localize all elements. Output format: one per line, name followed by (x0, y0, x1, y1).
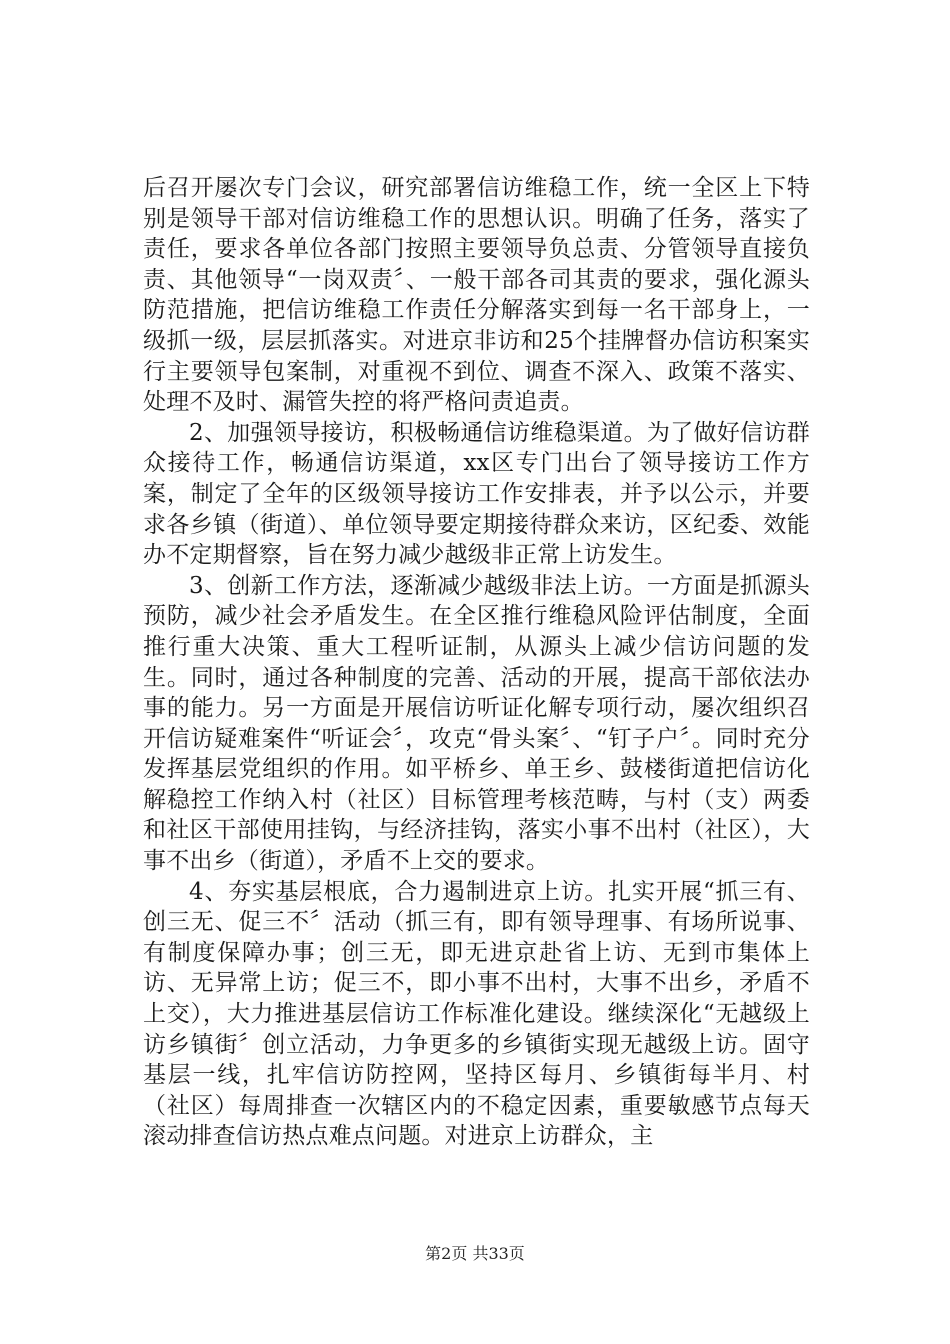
paragraph-2-leader-reception: 2、加强领导接访，积极畅通信访维稳渠道。为了做好信访群众接待工作，畅通信访渠道，xx区专门出台了领导接访工作方案，制定了全年的区级领导接访工作安排表，并予以公示，并要求各乡镇（街道）、单位领导要定期接待群众来访，区纪委、效能办不定期督察，旨在努力减少越级非正常上访发生。 (143, 419, 810, 569)
paragraph-4-grassroots: 4、夯实基层根底，合力遏制进京上访。扎实开展“抓三有、创三无、促三不〞活动（抓三有，即有领导理事、有场所说事、有制度保障办事；创三无，即无进京赴省上访、无到市集体上访、无异常上访；促三不，即小事不出村，大事不出乡，矛盾不上交），大力推进基层信访工作标准化建设。继续深化“无越级上访乡镇街〞创立活动，力争更多的乡镇街实现无越级上访。固守基层一线，扎牢信访防控网，坚持区每月、乡镇街每半月、村（社区）每周排查一次辖区内的不稳定因素，重要敏感节点每天滚动排查信访热点难点问题。对进京上访群众，主 (143, 878, 810, 1150)
document-body (143, 173, 810, 1152)
paragraph-1-continuation: 后召开屡次专门会议，研究部署信访维稳工作，统一全区上下特别是领导干部对信访维稳工作的思想认识。明确了任务，落实了责任，要求各单位各部门按照主要领导负总责、分管领导直接负责、其他领导“一岗双责〞、一般干部各司其责的要求，强化源头防范措施，把信访维稳工作责任分解落实到每一名干部身上，一级抓一级，层层抓落实。对进京非访和25个挂牌督办信访积案实行主要领导包案制，对重视不到位、调查不深入、政策不落实、处理不及时、漏管失控的将严格问责追责。 (143, 175, 810, 416)
paragraph-3-work-methods: 3、创新工作方法，逐渐减少越级非法上访。一方面是抓源头预防，减少社会矛盾发生。在全区推行维稳风险评估制度，全面推行重大决策、重大工程听证制，从源头上减少信访问题的发生。同时，通过各种制度的完善、活动的开展，提高干部依法办事的能力。另一方面是开展信访听证化解专项行动，屡次组织召开信访疑难案件“听证会〞，攻克“骨头案〞、“钉子户〞。同时充分发挥基层党组织的作用。如平桥乡、单王乡、鼓楼街道把信访化解稳控工作纳入村（社区）目标管理考核范畴，与村（支）两委和社区干部使用挂钩，与经济挂钩，落实小事不出村（社区），大事不出乡（街道），矛盾不上交的要求。 (143, 572, 810, 875)
page-number-footer: 第2页 共33页 (425, 1244, 525, 1263)
